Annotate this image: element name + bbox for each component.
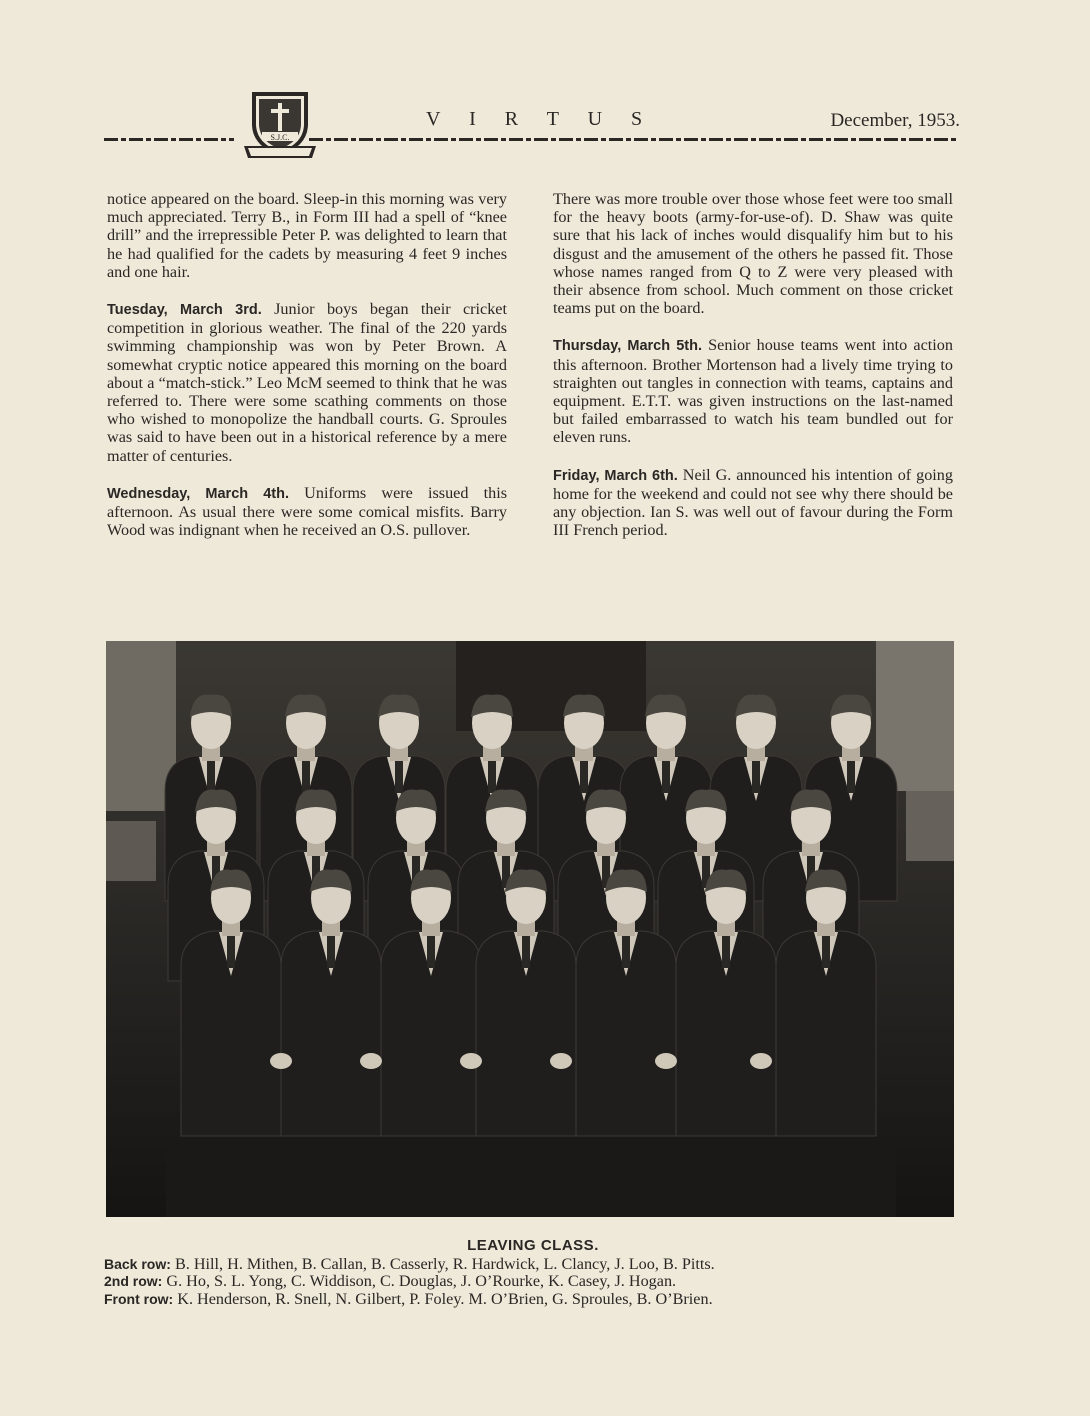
magazine-title: V I R T U S bbox=[426, 108, 655, 130]
left-column bbox=[107, 190, 507, 558]
entry-date: Friday, March 6th. bbox=[553, 467, 678, 484]
header-rule-right bbox=[309, 138, 959, 141]
caption-row: Front row: K. Henderson, R. Snell, N. Gilbert, P. Foley. M. O’Brien, G. Sproules, B. O’Brien. bbox=[104, 1289, 713, 1308]
school-crest-icon bbox=[240, 84, 320, 164]
caption-row: Back row: B. Hill, H. Mithen, B. Callan, B. Casserly, R. Hardwick, L. Clancy, J. Loo, B. Pitts. bbox=[104, 1254, 715, 1273]
photo-caption bbox=[104, 1237, 962, 1308]
page-header bbox=[104, 84, 964, 164]
entry-date: Tuesday, March 3rd. bbox=[107, 302, 262, 319]
right-column bbox=[553, 190, 953, 558]
paragraph: Tuesday, March 3rd. Junior boys began their cricket competition in glorious weather. The final of the 220 yards swimming championship was won by Peter Brown. A somewhat cryptic notice appeared this morning on the board about a “match-stick.” Leo McM seemed to think that he was referred to. There were some scathing comments on those who wished to monopolize the handball courts. G. Sproules was said to have been out in a historical reference by a mere matter of centuries. bbox=[107, 300, 507, 465]
header-rule-left bbox=[104, 138, 234, 141]
svg-text:S.J.C.: S.J.C. bbox=[270, 133, 290, 142]
issue-date: December, 1953. bbox=[830, 110, 960, 131]
caption-title: LEAVING CLASS. bbox=[467, 1237, 599, 1254]
entry-date: Wednesday, March 4th. bbox=[107, 485, 290, 502]
class-photograph bbox=[106, 641, 954, 1217]
paragraph: Friday, March 6th. Neil G. announced his intention of going home for the weekend and could not see why there should be any objection. Ian S. was well out of favour during the Form III French period. bbox=[553, 465, 953, 540]
paragraph: Thursday, March 5th. Senior house teams went into action this afternoon. Brother Mortenson had a lively time trying to straighten out tangles in connection with teams, captains and equipment. E.T.T. was given instructions on the last-named but failed embarrassed to watch his team bundled out for eleven runs. bbox=[553, 336, 953, 447]
caption-row: 2nd row: G. Ho, S. L. Yong, C. Widdison, C. Douglas, J. O’Rourke, K. Casey, J. Hogan. bbox=[104, 1272, 677, 1290]
paragraph: Wednesday, March 4th. Uniforms were issued this afternoon. As usual there were some comical misfits. Barry Wood was indignant when he received an O.S. pullover. bbox=[107, 483, 507, 540]
paragraph: notice appeared on the board. Sleep-in this morning was very much appreciated. Terry B., in Form III had a spell of “knee drill” and the irrepressible Peter P. was delighted to learn that he had qualified for the cadets by measuring 4 feet 9 inches and one hair. bbox=[107, 190, 507, 281]
entry-date: Thursday, March 5th. bbox=[553, 338, 702, 355]
paragraph: There was more trouble over those whose feet were too small for the heavy boots (army-for-use-of). D. Shaw was quite sure that his lack of inches would disqualify him but to his disgust and the amusement of the others he passed fit. Those whose names ranged from Q to Z were very pleased with their absence from school. Much comment on those cricket teams put on the board. bbox=[553, 190, 953, 318]
